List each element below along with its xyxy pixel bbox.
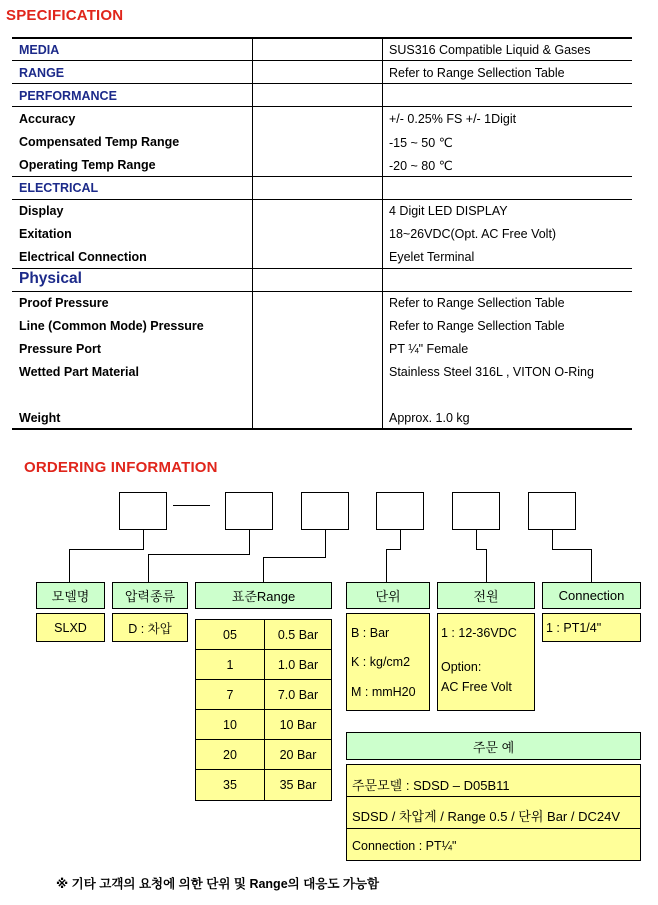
range-value: 20 Bar: [264, 739, 332, 770]
connection-value-box: [542, 613, 641, 642]
order-example-row: [346, 796, 641, 829]
row-label-display: Display: [19, 204, 64, 218]
range-value: 7.0 Bar: [264, 679, 332, 710]
power-option-value: AC Free Volt: [441, 680, 512, 694]
range-code: 10: [195, 709, 265, 740]
power-option-label: Option:: [441, 660, 482, 674]
row-label-line-pressure: Line (Common Mode) Pressure: [19, 319, 204, 333]
unit-value: M : mmH20: [351, 685, 416, 699]
section-physical: Physical: [19, 270, 82, 287]
row-value-exitation: 18~26VDC(Opt. AC Free Volt): [389, 227, 557, 241]
code-box-power: [452, 492, 500, 530]
header-range: 표준Range: [195, 582, 332, 609]
order-example-detail: SDSD / 차압계 / Range 0.5 / 단위 Bar / DC24V: [352, 809, 620, 824]
order-example-row: [346, 764, 641, 797]
row-value-operating-temp: -20 ~ 80 ℃: [389, 159, 453, 173]
code-box-range: [301, 492, 349, 530]
footnote: ※ 기타 고객의 요청에 의한 단위 및 Range의 대응도 가능함: [56, 877, 380, 891]
range-value: 0.5 Bar: [264, 619, 332, 650]
order-example-header: 주문 예: [346, 732, 641, 760]
row-label-range: RANGE: [19, 66, 65, 80]
row-value-media: SUS316 Compatible Liquid & Gases: [389, 43, 591, 57]
header-power: 전원: [437, 582, 535, 609]
row-value-proof-pressure: Refer to Range Sellection Table: [389, 296, 565, 310]
row-value-display: 4 Digit LED DISPLAY: [389, 204, 508, 218]
row-value-compensated-temp: -15 ~ 50 ℃: [389, 136, 453, 150]
row-label-electrical-connection: Electrical Connection: [19, 250, 147, 264]
unit-value: B : Bar: [351, 626, 390, 640]
row-label-exitation: Exitation: [19, 227, 72, 241]
table-bottom-border: [12, 428, 632, 430]
range-code: 7: [195, 679, 265, 710]
row-label-proof-pressure: Proof Pressure: [19, 296, 109, 310]
range-code: 20: [195, 739, 265, 770]
code-box-model: [119, 492, 167, 530]
row-label-accuracy: Accuracy: [19, 112, 76, 126]
row-value-weight: Approx. 1.0 kg: [389, 411, 470, 425]
unit-value: K : kg/cm2: [351, 655, 411, 669]
code-dash: [173, 505, 210, 506]
code-box-connection: [528, 492, 576, 530]
code-box-pressure-type: [225, 492, 273, 530]
range-code: 05: [195, 619, 265, 650]
row-label-media: MEDIA: [19, 43, 60, 57]
model-value: SLXD: [36, 613, 105, 642]
row-value-wetted-part: Stainless Steel 316L , VITON O-Ring: [389, 365, 594, 379]
range-code: 35: [195, 769, 265, 801]
header-connection: Connection: [542, 582, 641, 609]
unit-values-box: [346, 613, 430, 711]
section-performance: PERFORMANCE: [19, 89, 117, 103]
row-value-accuracy: +/- 0.25% FS +/- 1Digit: [389, 112, 517, 126]
power-value: 1 : 12-36VDC: [441, 626, 517, 640]
header-model: 모델명: [36, 582, 105, 609]
row-value-range: Refer to Range Sellection Table: [389, 66, 565, 80]
ordering-title: ORDERING INFORMATION: [24, 459, 218, 476]
header-unit: 단위: [346, 582, 430, 609]
code-box-unit: [376, 492, 424, 530]
order-example-connection: Connection : PT¼": [352, 839, 457, 853]
order-example-model: 주문모델 : SDSD – D05B11: [352, 778, 510, 793]
row-label-pressure-port: Pressure Port: [19, 342, 101, 356]
pressure-type-value: D : 차압: [112, 613, 188, 642]
range-value: 35 Bar: [264, 769, 332, 801]
range-value: 10 Bar: [264, 709, 332, 740]
row-value-electrical-connection: Eyelet Terminal: [389, 250, 475, 264]
range-value: 1.0 Bar: [264, 649, 332, 680]
specification-title: SPECIFICATION: [6, 7, 124, 24]
row-label-operating-temp: Operating Temp Range: [19, 158, 156, 172]
row-value-line-pressure: Refer to Range Sellection Table: [389, 319, 565, 333]
row-label-weight: Weight: [19, 411, 61, 425]
row-value-pressure-port: PT ¼" Female: [389, 342, 469, 356]
power-values-box: [437, 613, 535, 711]
section-electrical: ELECTRICAL: [19, 181, 99, 195]
order-example-row: [346, 828, 641, 861]
table-top-border: [12, 37, 632, 39]
range-code: 1: [195, 649, 265, 680]
connection-value: 1 : PT1/4": [546, 621, 602, 635]
row-label-compensated-temp: Compensated Temp Range: [19, 135, 180, 149]
header-pressure-type: 압력종류: [112, 582, 188, 609]
row-label-wetted-part: Wetted Part Material: [19, 365, 139, 379]
